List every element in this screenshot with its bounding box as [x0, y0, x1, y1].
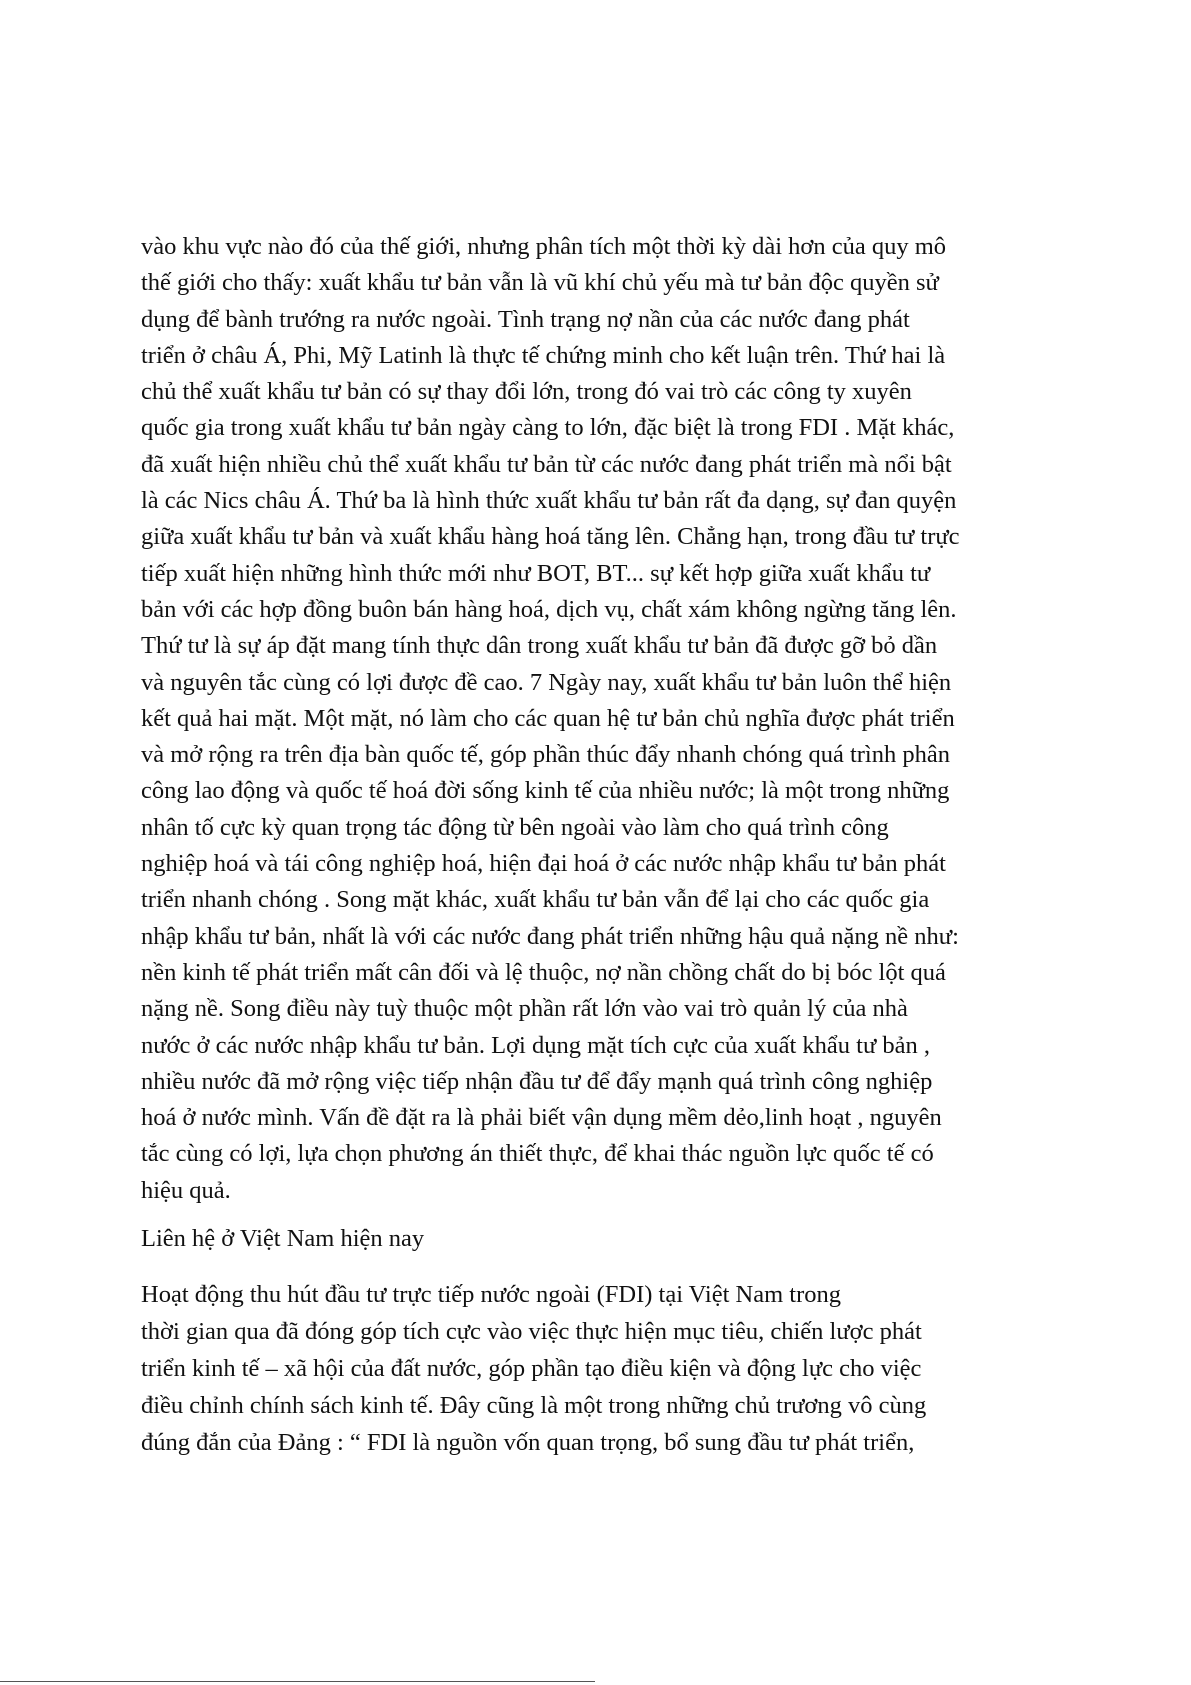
- body-paragraph-2: [141, 1276, 1061, 1461]
- text-line: tắc cùng có lợi, lựa chọn phương án thiết thực, để khai thác nguồn lực quốc tế có: [141, 1140, 934, 1168]
- text-line: bản với các hợp đồng buôn bán hàng hoá, dịch vụ, chất xám không ngừng tăng lên.: [141, 595, 957, 623]
- text-line: tiếp xuất hiện những hình thức mới như BOT, BT... sự kết hợp giữa xuất khẩu tư: [141, 559, 931, 587]
- text-line: và mở rộng ra trên địa bàn quốc tế, góp phần thúc đẩy nhanh chóng quá trình phân: [141, 741, 950, 769]
- text-line: quốc gia trong xuất khẩu tư bản ngày càng to lớn, đặc biệt là trong FDI . Mặt khác,: [141, 414, 955, 442]
- text-line: đúng đắn của Đảng : “ FDI là nguồn vốn quan trọng, bổ sung đầu tư phát triển,: [141, 1429, 915, 1456]
- text-line: vào khu vực nào đó của thế giới, nhưng phân tích một thời kỳ dài hơn của quy mô: [141, 233, 947, 260]
- text-line: triển nhanh chóng . Song mặt khác, xuất khẩu tư bản vẫn để lại cho các quốc gia: [141, 886, 930, 914]
- text-line: hiệu quả.: [141, 1176, 231, 1204]
- text-line: triển kinh tế – xã hội của đất nước, góp phần tạo điều kiện và động lực cho việc: [141, 1355, 922, 1382]
- text-line: thời gian qua đã đóng góp tích cực vào việc thực hiện mục tiêu, chiến lược phát: [141, 1318, 922, 1345]
- text-line: Hoạt động thu hút đầu tư trực tiếp nước ngoài (FDI) tại Việt Nam trong: [141, 1281, 841, 1308]
- text-line: nhân tố cực kỳ quan trọng tác động từ bên ngoài vào làm cho quá trình công: [141, 813, 889, 841]
- text-line: triển ở châu Á, Phi, Mỹ Latinh là thực tế chứng minh cho kết luận trên. Thứ hai là: [141, 341, 946, 369]
- footer-divider: [0, 1681, 595, 1682]
- body-paragraph-1: [141, 229, 1061, 1209]
- text-line: nặng nề. Song điều này tuỳ thuộc một phần rất lớn vào vai trò quản lý của nhà: [141, 995, 908, 1023]
- text-line: nhiều nước đã mở rộng việc tiếp nhận đầu tư để đẩy mạnh quá trình công nghiệp: [141, 1067, 933, 1095]
- text-line: hoá ở nước mình. Vấn đề đặt ra là phải biết vận dụng mềm dẻo,linh hoạt , nguyên: [141, 1104, 942, 1132]
- text-line: là các Nics châu Á. Thứ ba là hình thức xuất khẩu tư bản rất đa dạng, sự đan quyện: [141, 487, 957, 515]
- text-line: và nguyên tắc cùng có lợi được đề cao. 7 Ngày nay, xuất khẩu tư bản luôn thể hiện: [141, 668, 952, 696]
- text-line: giữa xuất khẩu tư bản và xuất khẩu hàng hoá tăng lên. Chẳng hạn, trong đầu tư trực: [141, 523, 960, 551]
- text-line: công lao động và quốc tế hoá đời sống kinh tế của nhiều nước; là một trong những: [141, 777, 950, 805]
- text-line: nước ở các nước nhập khẩu tư bản. Lợi dụng mặt tích cực của xuất khẩu tư bản ,: [141, 1031, 931, 1059]
- text-line: Thứ tư là sự áp đặt mang tính thực dân trong xuất khẩu tư bản đã được gỡ bỏ dần: [141, 632, 938, 660]
- text-line: chủ thể xuất khẩu tư bản có sự thay đổi lớn, trong đó vai trò các công ty xuyên: [141, 378, 912, 406]
- text-line: điều chỉnh chính sách kinh tế. Đây cũng là một trong những chủ trương vô cùng: [141, 1392, 927, 1419]
- text-line: kết quả hai mặt. Một mặt, nó làm cho các quan hệ tư bản chủ nghĩa được phát triển: [141, 704, 955, 732]
- text-line: nhập khẩu tư bản, nhất là với các nước đang phát triển những hậu quả nặng nề như:: [141, 922, 959, 950]
- section-heading: Liên hệ ở Việt Nam hiện nay: [141, 1225, 425, 1252]
- text-line: thế giới cho thấy: xuất khẩu tư bản vẫn là vũ khí chủ yếu mà tư bản độc quyền sử: [141, 269, 939, 297]
- text-line: nền kinh tế phát triển mất cân đối và lệ thuộc, nợ nần chồng chất do bị bóc lột quá: [141, 958, 946, 986]
- text-line: dụng để bành trướng ra nước ngoài. Tình trạng nợ nần của các nước đang phát: [141, 305, 910, 333]
- text-line: đã xuất hiện nhiều chủ thể xuất khẩu tư bản từ các nước đang phát triển mà nổi bật: [141, 450, 952, 478]
- text-line: nghiệp hoá và tái công nghiệp hoá, hiện đại hoá ở các nước nhập khẩu tư bản phát: [141, 850, 946, 878]
